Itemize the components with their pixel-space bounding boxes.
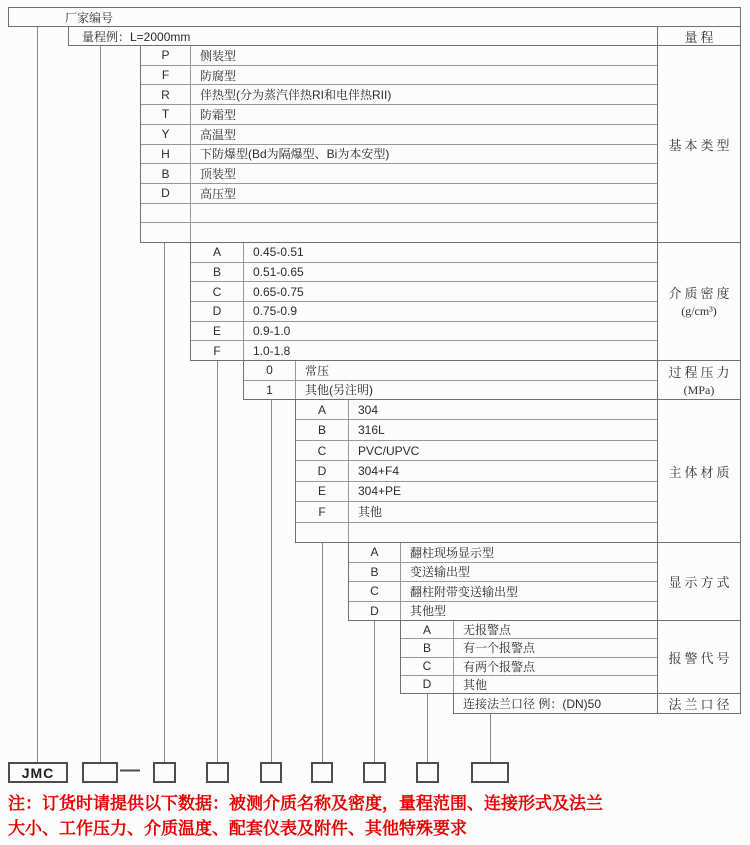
section-basic-type (140, 45, 658, 243)
desc-cell: 有两个报警点 (463, 659, 536, 674)
label-text: 量程 (684, 29, 717, 45)
desc-cell: 翻柱附带变送输出型 (410, 584, 519, 599)
section-alarm (400, 620, 658, 694)
desc-cell: 其他 (463, 677, 488, 692)
code-box-basic-type (153, 762, 176, 783)
code-cell: D (349, 602, 401, 621)
code-cell (141, 223, 191, 242)
connector-line-pressure (271, 400, 272, 762)
table-row (296, 481, 657, 501)
table-row (296, 501, 657, 521)
connector-line-material (322, 543, 323, 762)
code-cell: B (296, 420, 349, 439)
desc-cell: 304+F4 (358, 463, 400, 478)
table-row (244, 380, 657, 400)
code-cell: A (191, 243, 244, 262)
desc-cell: 高温型 (200, 127, 237, 142)
table-row (141, 104, 657, 124)
table-row (244, 361, 657, 380)
code-cell: A (349, 543, 401, 562)
desc-cell: 0.75-0.9 (253, 304, 298, 319)
section-density (190, 242, 658, 361)
desc-cell: 0.65-0.75 (253, 284, 304, 299)
table-row (401, 657, 657, 675)
table-row (349, 543, 657, 562)
label-flange (658, 694, 740, 713)
ordering-note (8, 791, 744, 841)
table-row (349, 581, 657, 601)
connector-line-display (374, 621, 375, 762)
table-row (191, 262, 657, 282)
table-row (141, 163, 657, 183)
label-text: 介质密度 (668, 286, 733, 301)
ordering-note-line1: 注：订货时请提供以下数据：被测介质名称及密度，量程范围、连接形式及法兰 (8, 794, 603, 813)
section-material (295, 399, 658, 543)
desc-cell (191, 223, 657, 242)
table-row (401, 638, 657, 656)
code-box-density (206, 762, 229, 783)
section-display (348, 542, 658, 621)
table-row (141, 222, 657, 242)
model-code-dash: — (120, 759, 140, 781)
desc-cell: 翻柱现场显示型 (410, 545, 495, 560)
desc-cell: 无报警点 (463, 623, 512, 638)
table-row (349, 562, 657, 582)
desc-cell: 侧装型 (200, 48, 237, 63)
table-row (296, 522, 657, 542)
label-text: 报警代号 (668, 650, 733, 666)
table-row (141, 183, 657, 203)
code-cell: 0 (244, 361, 296, 380)
connector-line-alarm (427, 694, 428, 762)
table-row (191, 340, 657, 360)
code-box-pressure (260, 762, 282, 783)
code-cell: D (401, 676, 454, 693)
section-pressure (243, 360, 658, 400)
code-cell: C (401, 658, 454, 675)
code-cell: B (191, 263, 244, 282)
desc-cell: 防霜型 (200, 107, 237, 122)
code-cell: C (349, 582, 401, 601)
code-cell: F (296, 502, 349, 521)
desc-cell: 0.51-0.65 (253, 265, 304, 279)
section-flange (453, 693, 658, 714)
model-prefix-box (8, 762, 68, 783)
table-row (141, 84, 657, 104)
code-cell: P (141, 46, 191, 65)
code-cell: R (141, 85, 191, 104)
label-text: 基本类型 (668, 137, 733, 153)
label-text: (MPa) (683, 382, 715, 397)
label-alarm (658, 621, 740, 694)
table-row (296, 400, 657, 419)
desc-cell: 高压型 (200, 186, 237, 201)
connector-line-flange (490, 714, 491, 762)
desc-cell: 304+PE (358, 484, 402, 499)
factory-code-row (8, 7, 741, 27)
code-cell: Y (141, 125, 191, 144)
range-example-row (68, 26, 658, 46)
label-text: 过程压力 (668, 364, 733, 380)
label-density (658, 243, 740, 361)
code-cell: C (191, 282, 244, 301)
table-row (141, 46, 657, 65)
table-row (296, 460, 657, 480)
desc-cell: 316L (358, 423, 385, 438)
table-row (141, 203, 657, 223)
code-box-alarm (416, 762, 439, 783)
code-box-display (363, 762, 386, 783)
table-row (191, 243, 657, 262)
code-cell: B (141, 164, 191, 183)
code-box-range (82, 762, 118, 783)
table-row (141, 124, 657, 144)
table-row (454, 694, 657, 713)
code-cell: E (296, 482, 349, 501)
desc-cell: 伴热型(分为蒸汽伴热RI和电伴热RII) (200, 88, 392, 103)
code-box-flange (471, 762, 509, 783)
label-display (658, 543, 740, 621)
code-cell: 1 (244, 381, 296, 400)
table-row (349, 601, 657, 621)
table-row (141, 144, 657, 164)
desc-cell (191, 204, 657, 223)
desc-cell: 0.9-1.0 (253, 324, 291, 339)
code-cell: T (141, 105, 191, 124)
table-row (401, 621, 657, 638)
code-cell: E (191, 322, 244, 341)
label-text: (g/cm³) (681, 304, 717, 318)
table-row (191, 281, 657, 301)
code-cell: B (349, 563, 401, 582)
label-range (658, 27, 740, 46)
connector-line-basic-type (164, 243, 165, 762)
model-prefix: JMC (21, 764, 55, 781)
code-cell: C (296, 441, 349, 460)
code-box-material (311, 762, 333, 783)
label-text: 法兰口径 (668, 697, 733, 712)
connector-line-factory (37, 27, 38, 762)
code-cell: D (141, 184, 191, 203)
label-pressure (658, 361, 740, 400)
table-row (401, 675, 657, 693)
desc-cell: 其他型 (410, 604, 447, 619)
desc-cell: 1.0-1.8 (253, 343, 291, 358)
desc-cell: 防腐型 (200, 68, 237, 83)
code-cell: D (191, 302, 244, 321)
table-row (296, 440, 657, 460)
desc-cell: 有一个报警点 (463, 641, 536, 656)
table-row (191, 301, 657, 321)
table-row (141, 65, 657, 85)
code-cell: A (401, 621, 454, 638)
factory-code-label: 厂家编号 (65, 10, 114, 25)
table-row (191, 321, 657, 341)
desc-cell: PVC/UPVC (358, 443, 420, 458)
desc-cell: 常压 (305, 363, 330, 378)
desc-cell: 变送输出型 (410, 565, 471, 580)
label-material (658, 400, 740, 543)
desc-cell: 0.45-0.51 (253, 245, 304, 260)
desc-cell: 其他(另注明) (305, 383, 373, 398)
range-example-label: 量程例：L=2000mm (82, 29, 191, 44)
desc-cell (349, 523, 657, 542)
desc-cell: 顶装型 (200, 167, 237, 182)
label-text: 主体材质 (668, 464, 733, 480)
label-column (658, 26, 741, 714)
ordering-note-line2: 大小、工作压力、介质温度、配套仪表及附件、其他特殊要求 (8, 819, 467, 838)
code-cell: H (141, 145, 191, 164)
code-cell: D (296, 461, 349, 480)
desc-cell: 下防爆型(Bd为隔爆型、Bi为本安型) (200, 147, 390, 162)
desc-cell: 304 (358, 402, 379, 417)
desc-cell: 其他 (358, 505, 383, 520)
code-cell (141, 204, 191, 223)
code-cell: F (141, 66, 191, 85)
flange-desc: 连接法兰口径 例：(DN)50 (463, 697, 602, 711)
table-row (296, 419, 657, 439)
code-cell (296, 523, 349, 542)
connector-line-range (100, 46, 101, 762)
code-cell: B (401, 639, 454, 656)
label-basic-type (658, 46, 740, 243)
code-cell: A (296, 400, 349, 419)
connector-line-density (217, 361, 218, 762)
code-cell: F (191, 341, 244, 360)
label-text: 显示方式 (668, 575, 733, 590)
